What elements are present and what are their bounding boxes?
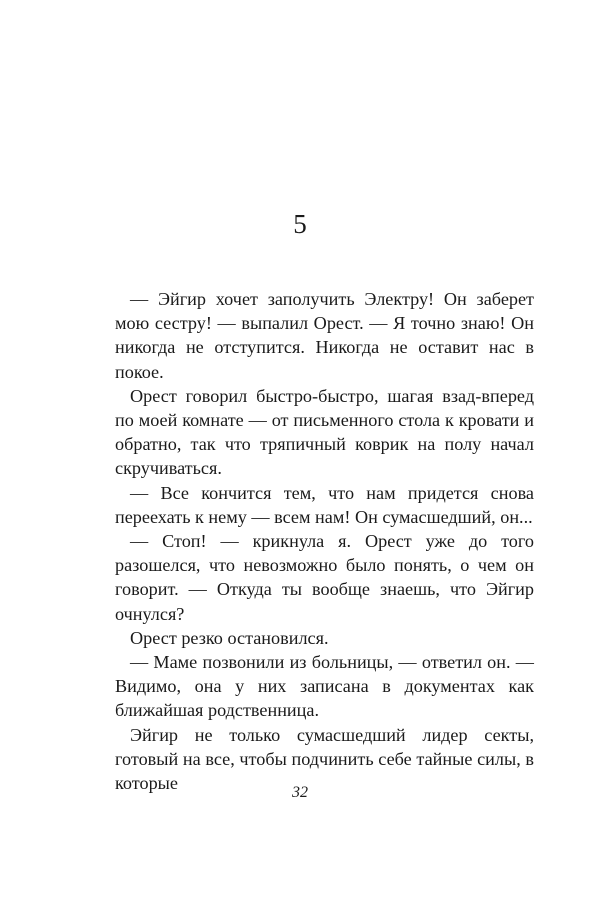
paragraph: — Эйгир хочет заполучить Электру! Он заберет мою сестру! — выпалил Орест. — Я точно знаю! Он никогда не отступится. Никогда не оставит нас в покое. [115, 289, 534, 382]
chapter-number: 5 [293, 209, 307, 239]
paragraph: Эйгир не только сумасшедший лидер секты, готовый на все, чтобы подчинить себе тайные силы, в которые [115, 724, 534, 794]
paragraph: — Все кончится тем, что нам придется снова переехать к нему — всем нам! Он сумасшедший, он... [115, 482, 534, 527]
paragraph: — Маме позвонили из больницы, — ответил он. — Видимо, она у них записана в документах как ближайшая родственница. [115, 652, 534, 721]
paragraph: Орест говорил быстро-быстро, шагая взад-вперед по моей комнате — от письменного стола к кровати и обратно, так что тряпичный коврик на полу начал скручиваться. [115, 385, 534, 479]
paragraph: — Стоп! — крикнула я. Орест уже до того разошелся, что невозможно было понять, о чем он говорит. — Откуда ты вообще знаешь, что Эйгир очнулся? [115, 531, 534, 624]
paragraph: Орест резко остановился. [130, 627, 329, 648]
page-number: 32 [292, 784, 308, 801]
body-text [115, 287, 534, 795]
